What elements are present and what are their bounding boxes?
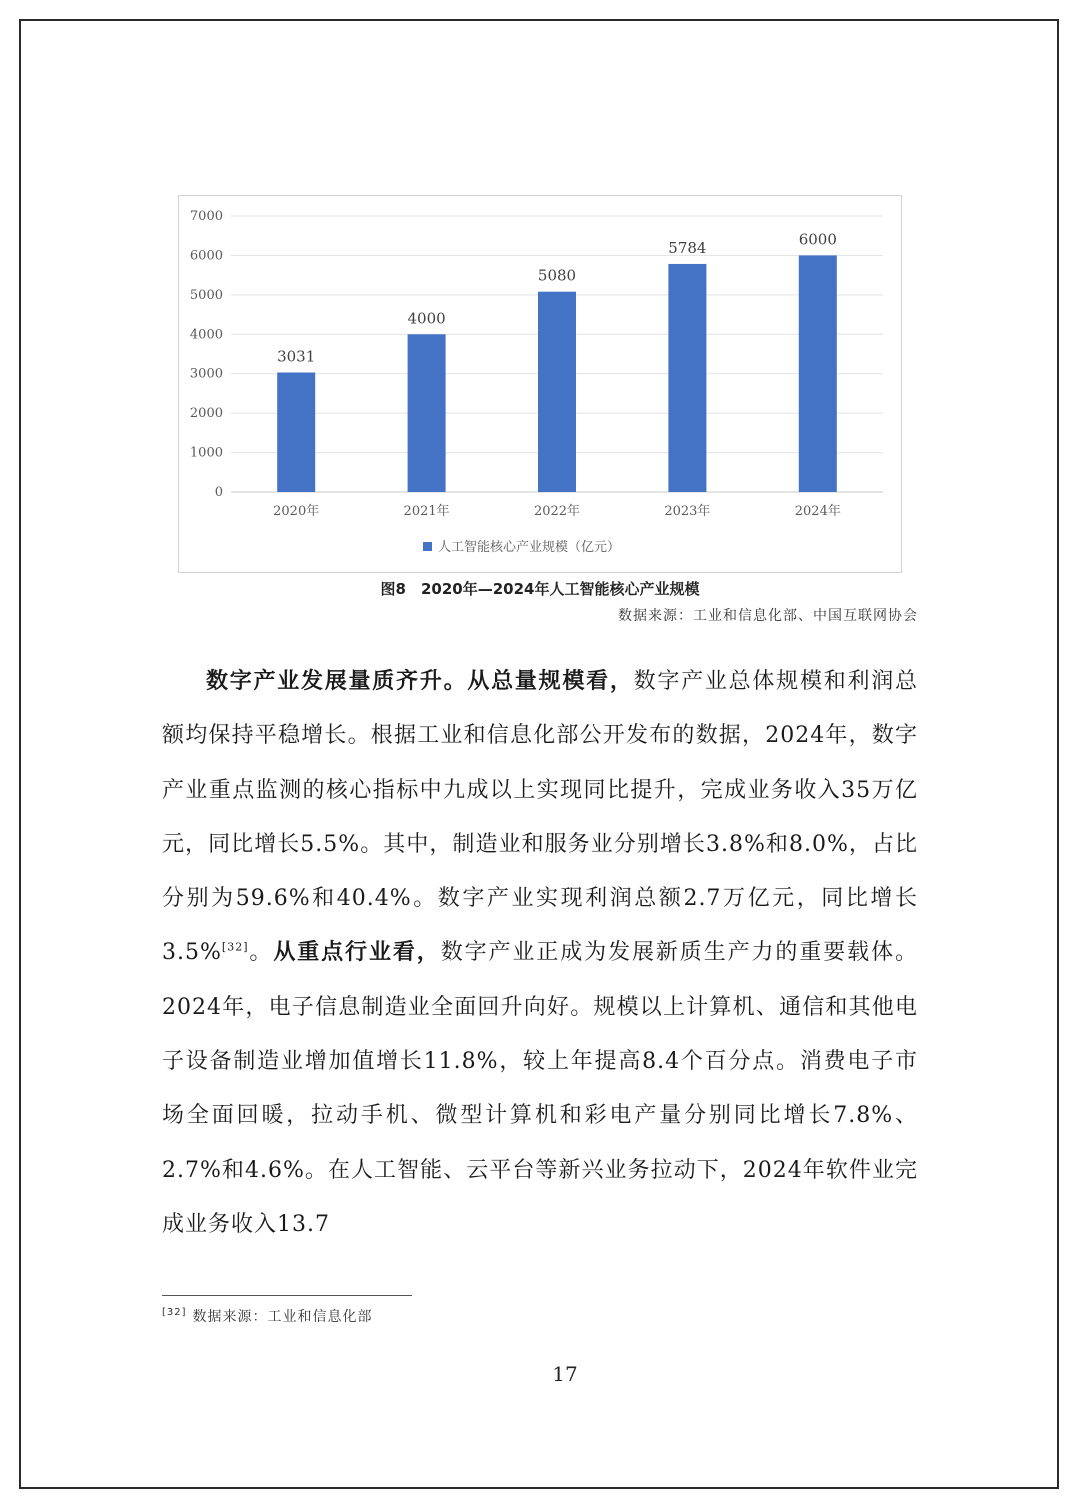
y-tick-label: 3000 [189,366,223,382]
footnote [162,1306,373,1326]
x-tick-label: 2024年 [794,504,841,519]
bar-2021年[interactable] [408,334,446,492]
footnote-ref[interactable]: [32] [221,941,249,955]
footnote-text: 数据来源：工业和信息化部 [192,1309,373,1325]
x-tick-label: 2021年 [403,504,450,519]
bar-chart [178,195,902,573]
y-tick-label: 0 [214,485,223,500]
y-tick-label: 1000 [189,445,223,461]
y-tick-label: 7000 [189,209,223,224]
paragraph-text-1: 数字产业总体规模和利润总额均保持平稳增长。根据工业和信息化部公开发布的数据，2024年，数字产业重点监测的核心指标中九成以上实现同比提升，完成业务收入35万亿元，同比增长5.5%。其中，制造业和服务业分别增长3.8%和8.0%，占比分别为59.6%和40.4%。数字产业实现利润总额2.7万亿元，同比增长3.5% [162,669,918,966]
data-label: 6000 [798,230,837,249]
chart-canvas [179,196,903,574]
lead-heading: 数字产业发展量质齐升。从总量规模看， [206,669,634,694]
x-tick-label: 2023年 [664,504,711,519]
bar-2023年[interactable] [668,264,706,492]
sentence-end: 。 [248,940,274,966]
legend-swatch [423,542,432,551]
data-label: 3031 [277,347,316,366]
footnote-number: [32] [162,1307,187,1319]
section-heading: 从重点行业看， [273,940,441,966]
x-tick-label: 2020年 [273,504,320,519]
figure-source: 数据来源：工业和信息化部、中国互联网协会 [618,608,918,624]
data-label: 5784 [668,238,707,257]
paragraph-text-2: 数字产业正成为发展新质生产力的重要载体。2024年，电子信息制造业全面回升向好。规模以上计算机、通信和其他电子设备制造业增加值增长11.8%，较上年提高8.4个百分点。消费电子市场全面回暖，拉动手机、微型计算机和彩电产量分别同比增长7.8%、2.7%和4.6%。在人工智能、云平台等新兴业务拉动下，2024年软件业完成业务收入13.7 [162,940,918,1237]
bar-2022年[interactable] [538,292,576,492]
bar-2024年[interactable] [799,255,837,492]
legend-label: 人工智能核心产业规模（亿元） [438,540,621,555]
y-tick-label: 6000 [189,248,223,264]
page-number: 17 [552,1362,578,1386]
bar-2020年[interactable] [277,372,315,492]
data-label: 4000 [407,309,446,328]
y-tick-label: 5000 [189,287,223,303]
y-tick-label: 2000 [189,406,223,422]
figure-caption: 图8 2020年—2024年人工智能核心产业规模 [380,580,700,598]
data-label: 5080 [537,266,577,285]
y-tick-label: 4000 [189,327,223,343]
x-tick-label: 2022年 [533,504,581,519]
footnote-divider [162,1295,412,1296]
body-paragraph [162,655,918,1252]
